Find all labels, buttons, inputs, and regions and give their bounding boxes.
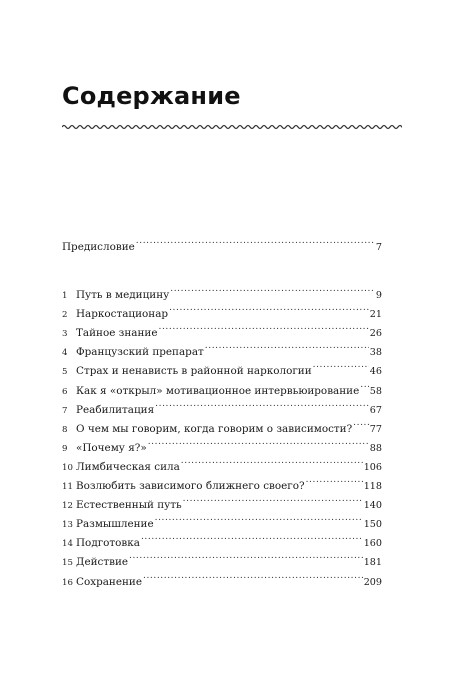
toc-entry-page: 46	[369, 366, 382, 378]
toc-entry-page: 67	[369, 404, 382, 416]
toc-entry-title: Как я «открыл» мотивационное интервьюирование	[76, 384, 360, 397]
toc-entry-number: 14	[62, 539, 73, 550]
toc-entry-number: 1	[62, 291, 68, 301]
toc-entry-number: 10	[62, 462, 73, 473]
dot-leader	[181, 456, 363, 470]
dot-leader	[129, 551, 363, 565]
toc-entry-title: Сохранение	[76, 575, 142, 588]
toc-entry-title: Размышление	[76, 518, 154, 531]
toc-entry[interactable]	[62, 360, 382, 378]
toc-entry-page: 181	[363, 557, 382, 569]
toc-entry-page: 58	[369, 385, 382, 397]
toc-entry-title: Реабилитация	[76, 403, 155, 416]
dot-leader	[170, 284, 375, 298]
toc-entry-number: 2	[62, 310, 68, 321]
toc-entry-number: 11	[62, 482, 73, 492]
dot-leader	[141, 532, 363, 546]
toc-entry-title: Действие	[76, 556, 129, 569]
toc-entry-page: 21	[369, 309, 382, 321]
toc-entry[interactable]	[62, 513, 382, 531]
toc-entry-number: 12	[62, 501, 73, 512]
dot-leader	[360, 380, 369, 394]
toc-entry-page: 118	[363, 481, 382, 492]
toc-entry-page: 88	[369, 442, 382, 454]
toc-entry-page: 9	[375, 290, 382, 301]
toc-entry-title: Предисловие	[62, 241, 135, 253]
toc-entry-title: «Почему я?»	[76, 441, 147, 454]
toc-entry-number: 9	[62, 443, 68, 454]
toc-entry[interactable]	[62, 532, 382, 550]
toc-entry-number: 7	[62, 405, 68, 416]
toc-entry-title: Французский препарат	[76, 346, 204, 359]
dot-leader	[155, 513, 363, 527]
toc-entry-title: Наркостационар	[76, 308, 169, 321]
dot-leader	[183, 494, 363, 508]
toc-entry-page: 209	[363, 576, 382, 588]
toc-entry-title: О чем мы говорим, когда говорим о зависимости?	[76, 422, 353, 435]
toc-entry[interactable]	[62, 494, 382, 512]
toc-entry-number: 8	[62, 424, 68, 435]
toc-entry-page: 26	[369, 328, 382, 340]
toc-entry-number: 4	[62, 348, 68, 359]
toc-entry-preface[interactable]	[62, 236, 382, 253]
toc-entry-number: 3	[62, 329, 68, 340]
dot-leader	[143, 571, 363, 585]
toc-entry-number: 16	[62, 577, 73, 588]
toc-entry[interactable]	[62, 456, 382, 473]
toc-entry-number: 15	[62, 558, 73, 569]
dot-leader	[169, 303, 369, 317]
toc-entry-title: Страх и ненависть в районной наркологии	[76, 365, 312, 378]
toc-entry[interactable]	[62, 399, 382, 416]
toc-entry-page: 140	[363, 500, 382, 512]
toc-entry[interactable]	[62, 322, 382, 340]
toc-entry-number: 13	[62, 520, 73, 531]
toc-entry-page: 38	[369, 347, 382, 359]
toc-entry-title: Лимбическая сила	[76, 460, 180, 473]
toc-entry-title: Тайное знание	[76, 327, 158, 340]
toc-entry-page: 150	[363, 519, 382, 531]
toc-entry-page: 7	[375, 242, 382, 253]
dot-leader	[155, 399, 369, 413]
toc-entry[interactable]	[62, 475, 382, 492]
toc-entry-title: Возлюбить зависимого ближнего своего?	[76, 480, 305, 492]
toc-entry-title: Путь в медицину	[76, 289, 170, 301]
toc-entry[interactable]	[62, 341, 382, 359]
toc-entry-number: 5	[62, 367, 68, 378]
dot-leader	[353, 418, 369, 432]
toc-entry-page: 77	[369, 423, 382, 435]
toc-entry-number: 6	[62, 386, 68, 397]
toc-entry[interactable]	[62, 303, 382, 321]
toc-entry-page: 160	[363, 538, 382, 550]
toc-entry[interactable]	[62, 284, 382, 301]
page-title: Содержание	[62, 82, 241, 110]
dot-leader	[158, 322, 368, 336]
toc-entry[interactable]	[62, 418, 382, 435]
wavy-divider	[62, 123, 402, 131]
toc-entry[interactable]	[62, 551, 382, 569]
toc-entry-title: Подготовка	[76, 537, 140, 550]
dot-leader	[148, 437, 369, 451]
dot-leader	[136, 236, 375, 250]
toc-entry-page: 106	[363, 461, 382, 473]
toc-entry-title: Естественный путь	[76, 499, 182, 512]
toc-entry[interactable]	[62, 571, 382, 588]
toc-entry[interactable]	[62, 380, 382, 397]
toc-entry[interactable]	[62, 437, 382, 454]
dot-leader	[205, 341, 369, 355]
dot-leader	[306, 475, 363, 489]
dot-leader	[313, 360, 369, 374]
